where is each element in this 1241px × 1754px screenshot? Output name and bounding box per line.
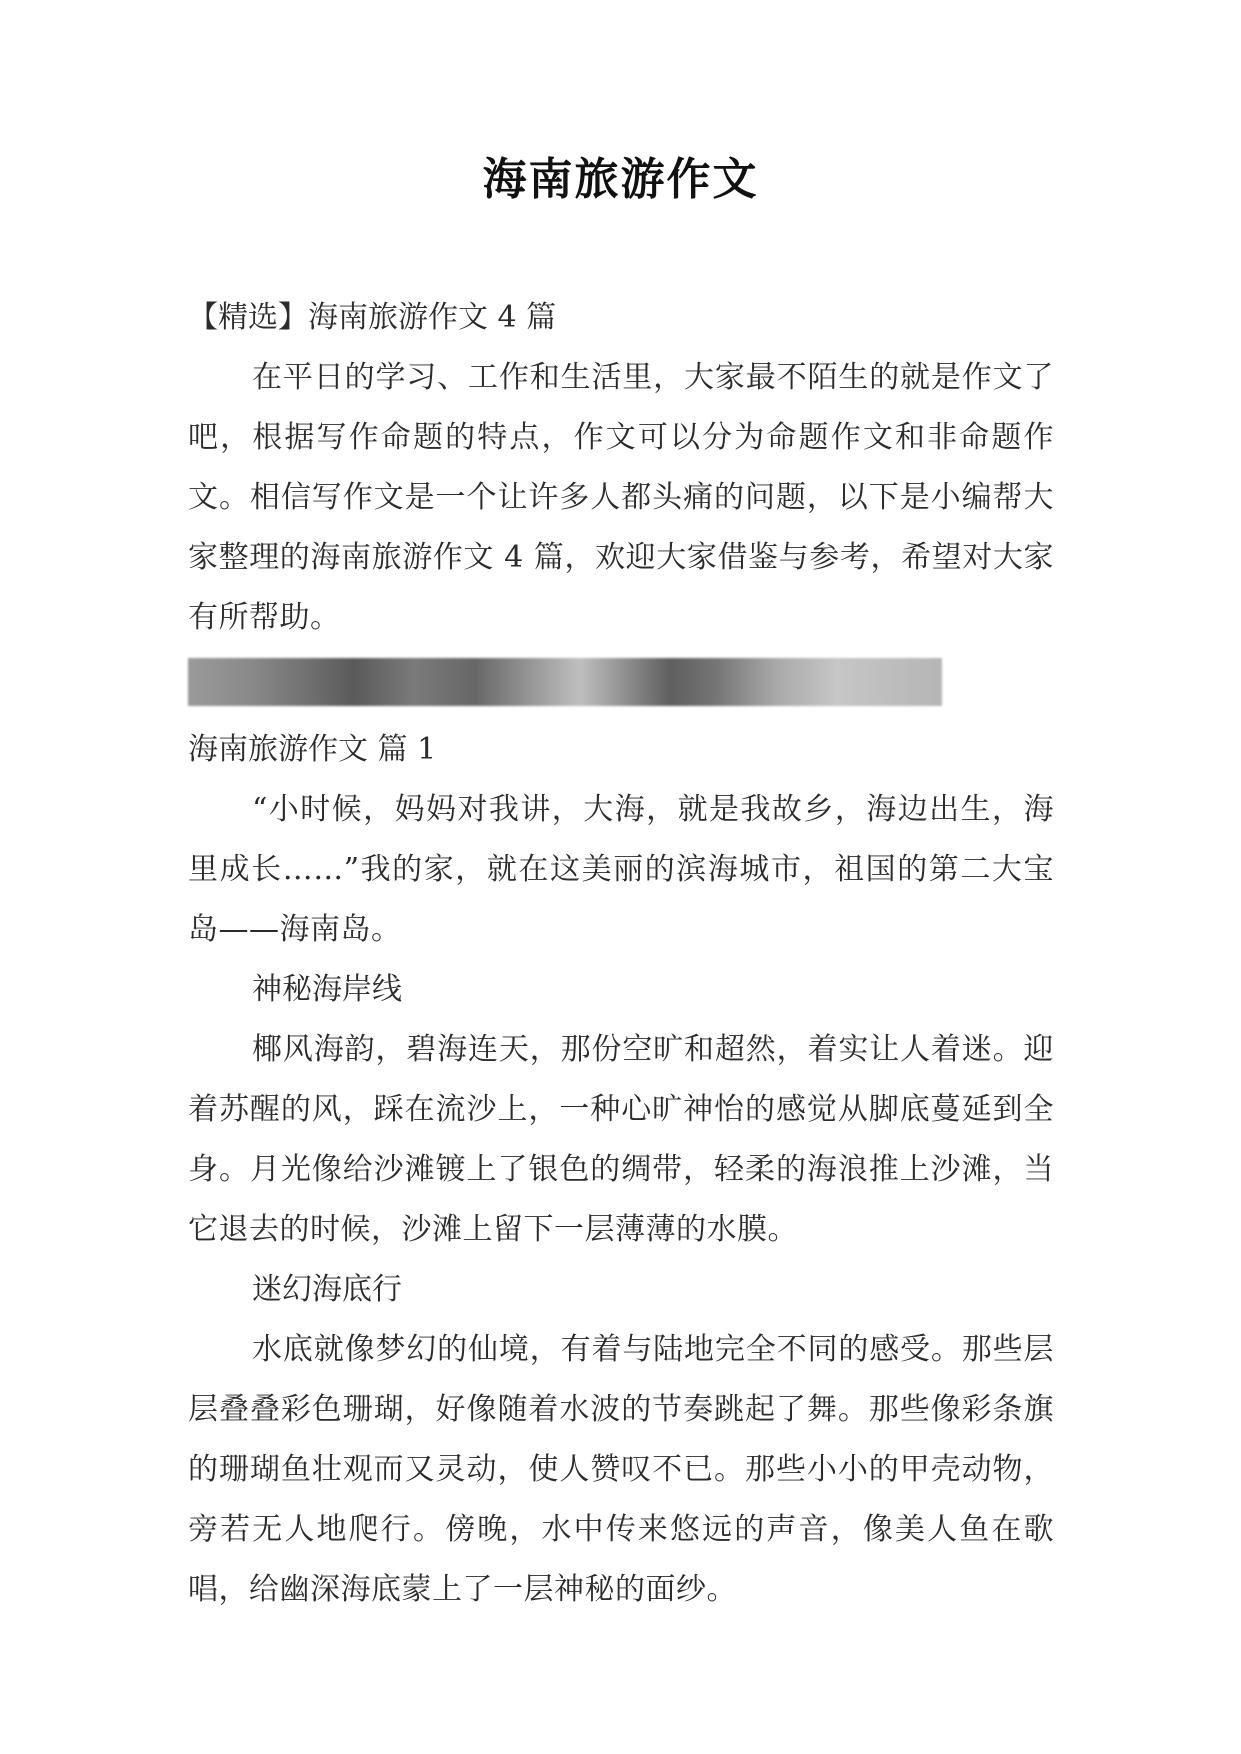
subheading-coastline: 神秘海岸线 bbox=[252, 972, 402, 1007]
document-body bbox=[188, 288, 1054, 1620]
paragraph-2: 椰风海韵，碧海连天，那份空旷和超然，着实让人着迷。迎着苏醒的风，踩在流沙上，一种心旷神怡的感觉从脚底蔓延到全身。月光像给沙滩镀上了银色的绸带，轻柔的海浪推上沙滩，当它退去的时候，沙滩上留下一层薄薄的水膜。 bbox=[188, 1032, 1054, 1247]
paragraph-3: 水底就像梦幻的仙境，有着与陆地完全不同的感受。那些层层叠叠彩色珊瑚，好像随着水波的节奏跳起了舞。那些像彩条旗的珊瑚鱼壮观而又灵动，使人赞叹不已。那些小小的甲壳动物，旁若无人地爬行。傍晚，水中传来悠远的声音，像美人鱼在歌唱，给幽深海底蒙上了一层神秘的面纱。 bbox=[188, 1332, 1054, 1607]
intro-paragraph: 在平日的学习、工作和生活里，大家最不陌生的就是作文了吧，根据写作命题的特点，作文可以分为命题作文和非命题作文。相信写作文是一个让许多人都头痛的问题，以下是小编帮大家整理的海南旅游作文 4 篇，欢迎大家借鉴与参考，希望对大家有所帮助。 bbox=[188, 360, 1054, 635]
intro-label: 【精选】海南旅游作文 4 篇 bbox=[188, 300, 557, 335]
paragraph-1: “小时候，妈妈对我讲，大海，就是我故乡，海边出生，海里成长……”我的家，就在这美丽的滨海城市，祖国的第二大宝岛——海南岛。 bbox=[188, 792, 1054, 947]
section-title: 海南旅游作文 篇 1 bbox=[188, 732, 437, 767]
blurred-banner-image bbox=[188, 658, 942, 706]
document-title: 海南旅游作文 bbox=[482, 154, 759, 205]
subheading-undersea: 迷幻海底行 bbox=[252, 1272, 402, 1307]
